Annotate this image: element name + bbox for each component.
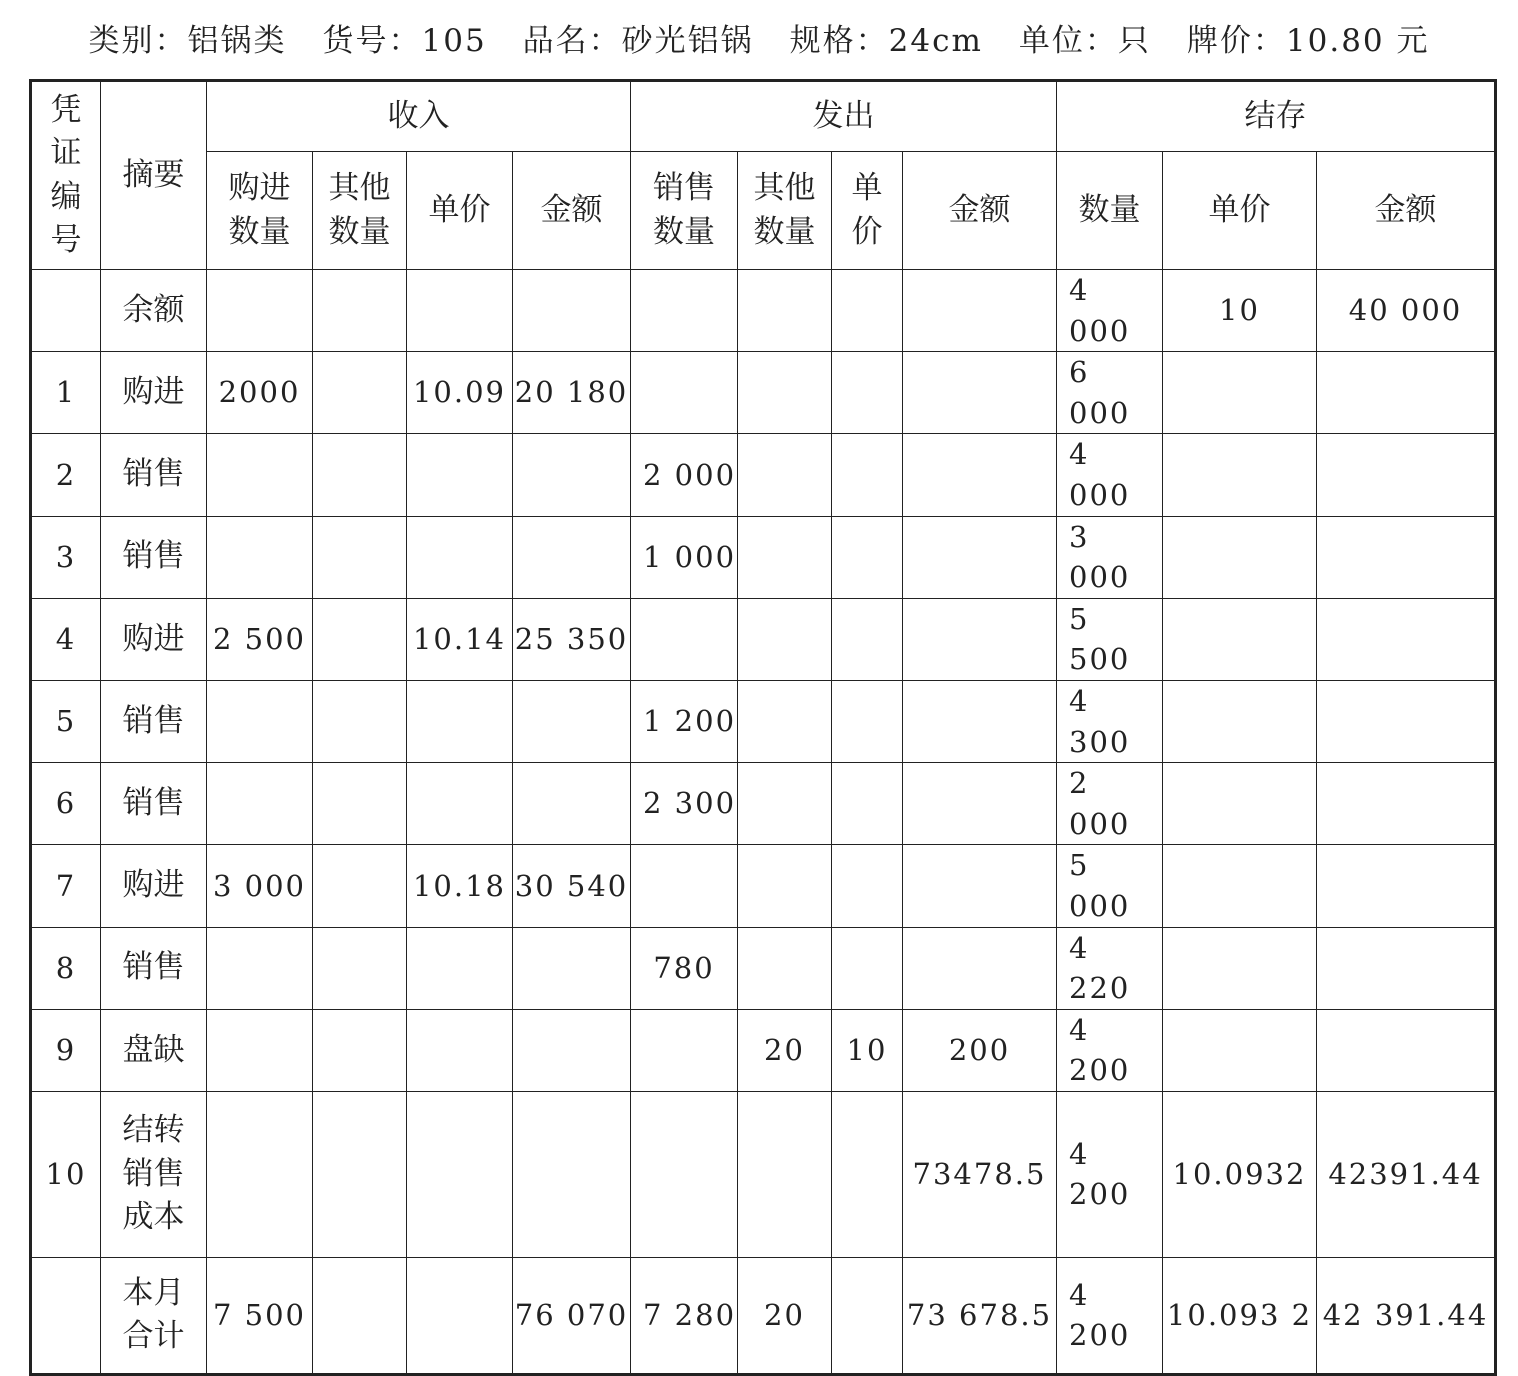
- table-cell: 42391.44: [1317, 1091, 1496, 1257]
- table-row: [31, 927, 1496, 1009]
- table-cell: [207, 1091, 313, 1257]
- table-cell: 4 200: [1057, 1257, 1163, 1374]
- category-label: 类别：铝锅类: [88, 22, 287, 59]
- table-cell: [832, 1257, 903, 1374]
- table-cell: 销售: [101, 763, 207, 845]
- table-cell: 5: [31, 680, 101, 762]
- table-cell: [207, 516, 313, 598]
- table-cell: [832, 270, 903, 352]
- table-cell: [513, 270, 631, 352]
- table-row: [31, 516, 1496, 598]
- table-cell: 10.0932: [1163, 1091, 1317, 1257]
- table-cell: [513, 763, 631, 845]
- table-cell: 2000: [207, 352, 313, 434]
- table-cell: [313, 680, 407, 762]
- table-cell: [407, 1009, 513, 1091]
- table-cell: [313, 1257, 407, 1374]
- table-cell: [407, 516, 513, 598]
- table-cell: 2 300: [631, 763, 738, 845]
- table-cell: 本月 合计: [101, 1257, 207, 1374]
- table-cell: 2: [31, 434, 101, 516]
- table-cell: 10.09: [407, 352, 513, 434]
- table-cell: [313, 927, 407, 1009]
- table-cell: 8: [31, 927, 101, 1009]
- header-voucher-no: 凭 证 编 号: [31, 81, 101, 270]
- table-cell: 10: [31, 1091, 101, 1257]
- table-cell: 销售: [101, 680, 207, 762]
- table-cell: [903, 598, 1057, 680]
- table-cell: 73 678.5: [903, 1257, 1057, 1374]
- table-cell: [832, 352, 903, 434]
- table-cell: [903, 763, 1057, 845]
- table-cell: 25 350: [513, 598, 631, 680]
- table-cell: 6: [31, 763, 101, 845]
- table-cell: 4 300: [1057, 680, 1163, 762]
- table-cell: [1163, 763, 1317, 845]
- table-cell: [513, 516, 631, 598]
- table-cell: 40 000: [1317, 270, 1496, 352]
- table-cell: [631, 598, 738, 680]
- table-cell: [1163, 598, 1317, 680]
- table-cell: [1317, 680, 1496, 762]
- table-row: [31, 680, 1496, 762]
- table-cell: 3 000: [1057, 516, 1163, 598]
- table-cell: [631, 1009, 738, 1091]
- table-cell: [313, 270, 407, 352]
- table-cell: [207, 270, 313, 352]
- table-cell: [738, 352, 832, 434]
- table-cell: [832, 763, 903, 845]
- table-cell: 200: [903, 1009, 1057, 1091]
- header-balance-unit-price: 单价: [1163, 152, 1317, 270]
- table-cell: [903, 680, 1057, 762]
- table-cell: 10.093 2: [1163, 1257, 1317, 1374]
- table-cell: [1163, 1009, 1317, 1091]
- table-cell: [832, 680, 903, 762]
- list-price-label: 牌价：10.80 元: [1186, 22, 1430, 59]
- table-cell: [1317, 598, 1496, 680]
- table-cell: 销售: [101, 434, 207, 516]
- table-cell: [407, 1257, 513, 1374]
- header-income-unit-price: 单价: [407, 152, 513, 270]
- table-cell: 4: [31, 598, 101, 680]
- table-cell: 42 391.44: [1317, 1257, 1496, 1374]
- header-issue-sales-qty: 销售 数量: [631, 152, 738, 270]
- table-cell: 4 200: [1057, 1091, 1163, 1257]
- table-cell: 10.18: [407, 845, 513, 927]
- table-cell: 5 500: [1057, 598, 1163, 680]
- table-cell: 6 000: [1057, 352, 1163, 434]
- table-cell: [313, 763, 407, 845]
- table-cell: [313, 598, 407, 680]
- table-cell: [313, 1091, 407, 1257]
- table-cell: 余额: [101, 270, 207, 352]
- table-cell: [1317, 352, 1496, 434]
- table-cell: [313, 845, 407, 927]
- table-cell: 4 000: [1057, 270, 1163, 352]
- header-income: 收入: [207, 81, 631, 152]
- table-cell: [832, 598, 903, 680]
- table-cell: [738, 270, 832, 352]
- table-cell: [313, 1009, 407, 1091]
- table-cell: 1 200: [631, 680, 738, 762]
- table-cell: [207, 1009, 313, 1091]
- header-row-sub: [31, 152, 1496, 270]
- table-cell: [407, 763, 513, 845]
- table-cell: [407, 434, 513, 516]
- table-cell: 10: [1163, 270, 1317, 352]
- table-cell: [513, 927, 631, 1009]
- unit-label: 单位：只: [1018, 22, 1151, 59]
- table-cell: [1317, 1009, 1496, 1091]
- table-cell: 2 000: [1057, 763, 1163, 845]
- table-row: [31, 352, 1496, 434]
- table-cell: [631, 352, 738, 434]
- table-cell: 30 540: [513, 845, 631, 927]
- table-cell: [738, 680, 832, 762]
- table-cell: [313, 434, 407, 516]
- table-cell: 销售: [101, 516, 207, 598]
- table-cell: [738, 516, 832, 598]
- table-cell: [832, 516, 903, 598]
- table-cell: 3: [31, 516, 101, 598]
- table-cell: [207, 927, 313, 1009]
- table-cell: [1317, 927, 1496, 1009]
- table-cell: 20: [738, 1257, 832, 1374]
- table-cell: [1317, 763, 1496, 845]
- table-cell: 20 180: [513, 352, 631, 434]
- header-summary: 摘要: [101, 81, 207, 270]
- item-number-label: 货号：105: [322, 22, 487, 59]
- table-cell: [513, 1091, 631, 1257]
- header-balance: 结存: [1057, 81, 1496, 152]
- table-cell: 5 000: [1057, 845, 1163, 927]
- table-cell: [1163, 927, 1317, 1009]
- header-income-purchase-qty: 购进 数量: [207, 152, 313, 270]
- table-cell: 4 200: [1057, 1009, 1163, 1091]
- table-cell: 780: [631, 927, 738, 1009]
- table-row: [31, 1009, 1496, 1091]
- table-cell: 73478.5: [903, 1091, 1057, 1257]
- table-cell: [207, 680, 313, 762]
- table-cell: [832, 434, 903, 516]
- table-row: [31, 434, 1496, 516]
- table-cell: [1163, 352, 1317, 434]
- table-cell: [1163, 680, 1317, 762]
- table-cell: 购进: [101, 598, 207, 680]
- table-cell: [513, 680, 631, 762]
- table-cell: [738, 434, 832, 516]
- ledger-body: [31, 270, 1496, 1375]
- ledger-header: [0, 10, 1518, 64]
- table-cell: 4 000: [1057, 434, 1163, 516]
- table-cell: [407, 1091, 513, 1257]
- table-cell: 1: [31, 352, 101, 434]
- table-row: [31, 845, 1496, 927]
- table-cell: [407, 680, 513, 762]
- table-cell: 结转 销售 成本: [101, 1091, 207, 1257]
- table-row: [31, 763, 1496, 845]
- table-cell: [903, 516, 1057, 598]
- header-balance-qty: 数量: [1057, 152, 1163, 270]
- table-cell: [738, 598, 832, 680]
- table-cell: [832, 927, 903, 1009]
- header-income-other-qty: 其他 数量: [313, 152, 407, 270]
- table-cell: 76 070: [513, 1257, 631, 1374]
- table-cell: [313, 516, 407, 598]
- table-cell: [832, 845, 903, 927]
- table-cell: [738, 763, 832, 845]
- table-cell: [1163, 845, 1317, 927]
- table-cell: [207, 434, 313, 516]
- table-cell: [903, 927, 1057, 1009]
- table-cell: [903, 270, 1057, 352]
- table-cell: 10: [832, 1009, 903, 1091]
- table-cell: [313, 352, 407, 434]
- table-cell: 2 000: [631, 434, 738, 516]
- table-cell: 7 500: [207, 1257, 313, 1374]
- table-cell: [738, 927, 832, 1009]
- table-cell: [738, 1091, 832, 1257]
- table-cell: [738, 845, 832, 927]
- table-cell: 2 500: [207, 598, 313, 680]
- table-cell: 4 220: [1057, 927, 1163, 1009]
- inventory-ledger-table: [29, 79, 1497, 1376]
- header-issue-amount: 金额: [903, 152, 1057, 270]
- table-cell: 1 000: [631, 516, 738, 598]
- table-cell: [31, 1257, 101, 1374]
- table-cell: [631, 270, 738, 352]
- table-row: [31, 1091, 1496, 1257]
- table-cell: 销售: [101, 927, 207, 1009]
- table-cell: [1317, 516, 1496, 598]
- table-cell: [903, 845, 1057, 927]
- product-name-label: 品名：砂光铝锅: [522, 22, 754, 59]
- table-cell: 7 280: [631, 1257, 738, 1374]
- table-cell: 购进: [101, 845, 207, 927]
- table-cell: [903, 434, 1057, 516]
- table-cell: 7: [31, 845, 101, 927]
- table-cell: [31, 270, 101, 352]
- table-cell: 20: [738, 1009, 832, 1091]
- table-row: [31, 1257, 1496, 1374]
- table-cell: [207, 763, 313, 845]
- spec-label: 规格：24cm: [789, 22, 983, 59]
- header-issue-unit-price: 单 价: [832, 152, 903, 270]
- table-cell: 9: [31, 1009, 101, 1091]
- table-row: [31, 270, 1496, 352]
- table-cell: [1163, 516, 1317, 598]
- table-cell: 3 000: [207, 845, 313, 927]
- table-cell: [832, 1091, 903, 1257]
- header-balance-amount: 金额: [1317, 152, 1496, 270]
- table-cell: [1317, 434, 1496, 516]
- header-row-group: [31, 81, 1496, 152]
- table-row: [31, 598, 1496, 680]
- table-cell: [631, 1091, 738, 1257]
- table-cell: 盘缺: [101, 1009, 207, 1091]
- header-issue: 发出: [631, 81, 1057, 152]
- header-issue-other-qty: 其他 数量: [738, 152, 832, 270]
- header-income-amount: 金额: [513, 152, 631, 270]
- table-cell: [407, 270, 513, 352]
- table-cell: [513, 1009, 631, 1091]
- table-cell: 10.14: [407, 598, 513, 680]
- table-cell: [1317, 845, 1496, 927]
- table-cell: [407, 927, 513, 1009]
- table-cell: [903, 352, 1057, 434]
- table-cell: 购进: [101, 352, 207, 434]
- table-cell: [1163, 434, 1317, 516]
- table-cell: [513, 434, 631, 516]
- table-cell: [631, 845, 738, 927]
